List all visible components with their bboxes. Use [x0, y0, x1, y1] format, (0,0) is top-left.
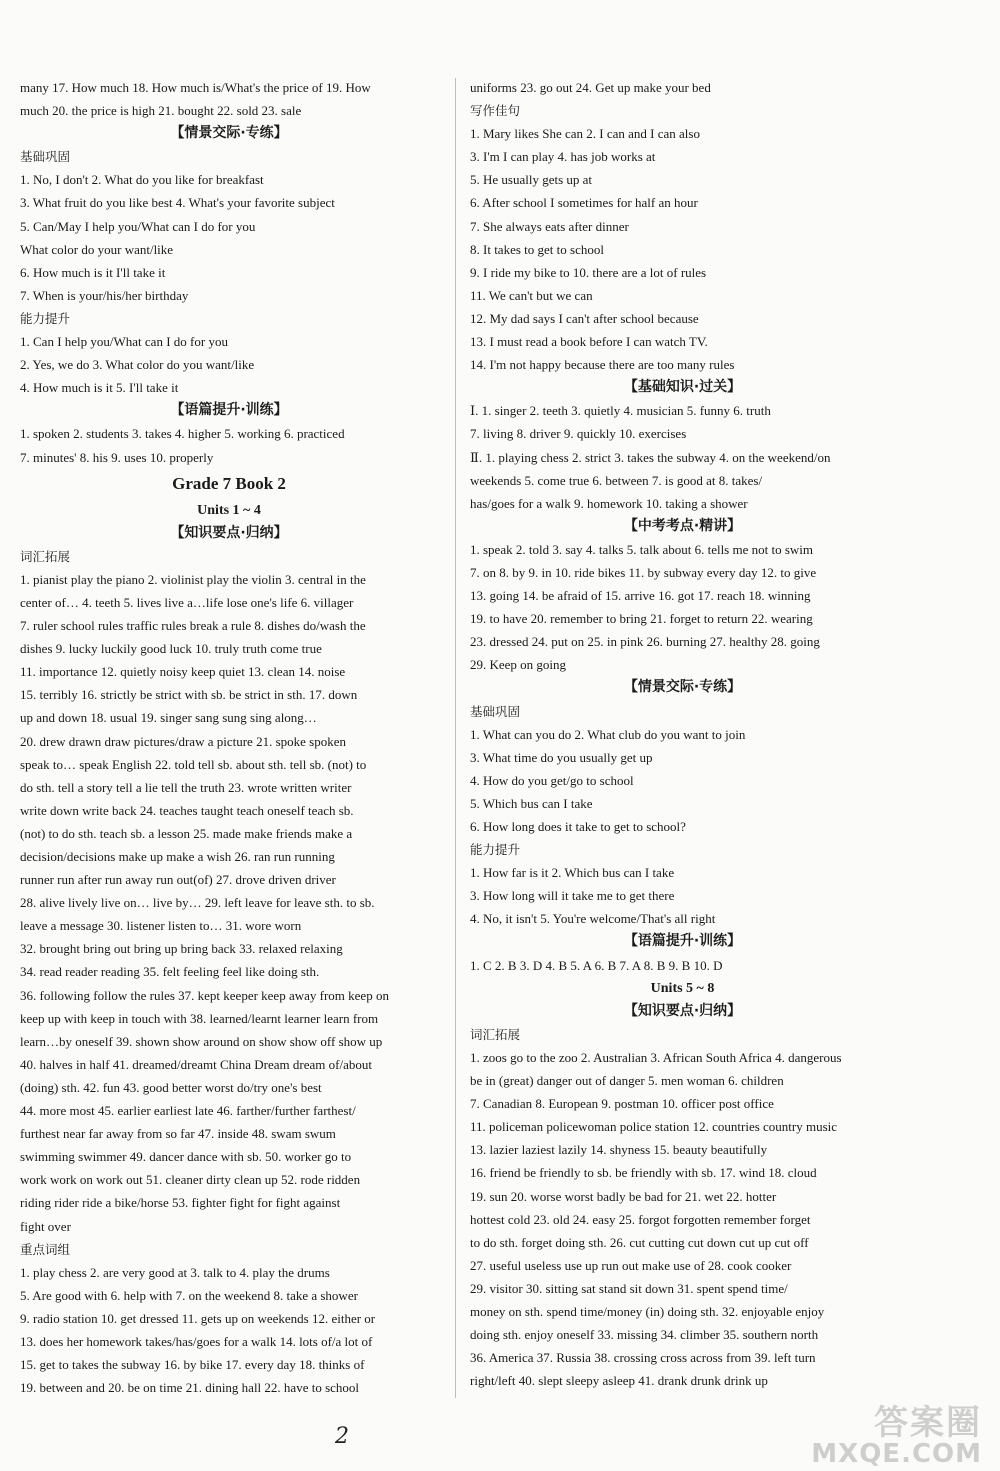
answer-line: 16. friend be friendly to sb. be friendly with sb. 17. wind 18. cloud [470, 1165, 817, 1181]
answer-line: furthest near far away from so far 47. inside 48. swam swum [20, 1126, 336, 1142]
answer-line: 1. What can you do 2. What club do you want to join [470, 726, 746, 742]
answer-line: 13. I must read a book before I can watch TV. [470, 334, 708, 350]
answer-line: 19. sun 20. worse worst badly be bad for 21. wet 22. hotter [470, 1188, 777, 1204]
watermark-logo [740, 1395, 990, 1469]
subsection-label: 词汇拓展 [20, 548, 71, 564]
answer-line: 3. How long will it take me to get there [470, 888, 675, 904]
answer-line: decision/decisions make up make a wish 26. ran run running [20, 849, 335, 864]
answer-line: 15. get to takes the subway 16. by bike 17. every day 18. thinks of [20, 1357, 365, 1373]
left-column [20, 76, 438, 1399]
watermark-chinese-text: 答案圈 [874, 1403, 982, 1443]
subsection-label: 基础巩固 [20, 149, 71, 165]
answer-line: many 17. How much 18. How much is/What's the price of 19. How [20, 80, 371, 95]
column-divider [455, 78, 456, 1398]
answer-line: (doing) sth. 42. fun 43. good better worst do/try one's best [20, 1079, 322, 1095]
answer-line: 1. play chess 2. are very good at 3. talk to 4. play the drums [20, 1264, 330, 1280]
answer-line: 3. What time do you usually get up [470, 749, 653, 765]
section-header: 【基础知识·过关】 [623, 379, 742, 396]
answer-line: 13. going 14. be afraid of 15. arrive 16. got 17. reach 18. winning [470, 588, 811, 604]
answer-line: dishes 9. lucky luckily good luck 10. truly truth come true [20, 641, 322, 657]
answer-line: 7. living 8. driver 9. quickly 10. exercises [470, 426, 687, 442]
answer-line: 5. He usually gets up at [470, 172, 593, 188]
answer-line: 23. dressed 24. put on 25. in pink 26. burning 27. healthy 28. going [470, 634, 820, 650]
answer-line: weekends 5. come true 6. between 7. is good at 8. takes/ [470, 472, 763, 488]
answer-line: 28. alive lively live on… live by… 29. left leave for leave sth. to sb. [20, 895, 375, 911]
section-header: 【知识要点·归纳】 [623, 1002, 742, 1019]
units-heading: Units 1 ~ 4 [197, 502, 261, 518]
answer-line: 27. useful useless use up run out make use of 28. cook cooker [470, 1257, 792, 1273]
answer-line: 44. more most 45. earlier earliest late 46. farther/further farthest/ [20, 1103, 356, 1119]
answer-line: do sth. tell a story tell a lie tell the truth 23. wrote written writer [20, 779, 352, 795]
answer-line: 1. pianist play the piano 2. violinist play the violin 3. central in the [20, 571, 366, 587]
answer-line: fight over [20, 1218, 71, 1234]
answer-line: 15. terribly 16. strictly be strict with sb. be strict in sth. 17. down [20, 687, 358, 703]
answer-line: hottest cold 23. old 24. easy 25. forgot forgotten remember forget [470, 1211, 811, 1227]
right-column [470, 76, 895, 1392]
answer-line: 1. spoken 2. students 3. takes 4. higher 5. working 6. practiced [20, 426, 345, 442]
subsection-label: 能力提升 [470, 842, 521, 858]
answer-line: 14. I'm not happy because there are too many rules [470, 357, 735, 373]
answer-line: 1. No, I don't 2. What do you like for breakfast [20, 172, 264, 188]
answer-line: 20. drew drawn draw pictures/draw a picture 21. spoke spoken [20, 733, 346, 749]
answer-line: What color do your want/like [20, 241, 174, 257]
section-header: 【中考考点·精讲】 [623, 517, 742, 534]
answer-line: 1. Can I help you/What can I do for you [20, 334, 228, 350]
answer-line: 36. America 37. Russia 38. crossing cross across from 39. left turn [470, 1350, 816, 1366]
answer-line: 7. When is your/his/her birthday [20, 287, 189, 303]
subsection-label: 词汇拓展 [470, 1026, 521, 1042]
section-header: 【知识要点·归纳】 [170, 524, 288, 541]
answer-line: 1. speak 2. told 3. say 4. talks 5. talk about 6. tells me not to swim [470, 541, 814, 557]
answer-line: Ⅱ. 1. playing chess 2. strict 3. takes the subway 4. on the weekend/on [470, 449, 831, 465]
answer-line: 5. Which bus can I take [470, 795, 593, 811]
answer-line: leave a message 30. listener listen to… 31. wore worn [20, 918, 302, 934]
section-header: 【语篇提升·训练】 [170, 402, 288, 419]
page-number-mark: 2 [335, 1424, 349, 1449]
answer-line: up and down 18. usual 19. singer sang sung sing along… [20, 710, 317, 726]
answer-line: 1. How far is it 2. Which bus can I take [470, 865, 675, 881]
answer-line: center of… 4. teeth 5. lives live a…life lose one's life 6. villager [20, 594, 354, 610]
answer-line: 11. policeman policewoman police station 12. countries country music [470, 1119, 838, 1135]
answer-line: learn…by oneself 39. shown show around on show show off show up [20, 1033, 383, 1049]
answer-line: be in (great) danger out of danger 5. men woman 6. children [470, 1073, 784, 1089]
answer-line: 40. halves in half 41. dreamed/dreamt China Dream dream of/about [20, 1056, 372, 1072]
answer-line: 1. zoos go to the zoo 2. Australian 3. African South Africa 4. dangerous [470, 1049, 842, 1065]
section-header: 【情景交际·专练】 [623, 679, 742, 696]
answer-line: 11. We can't but we can [470, 287, 593, 303]
answer-line: 19. to have 20. remember to bring 21. forget to return 22. wearing [470, 611, 813, 627]
answer-line: 5. Can/May I help you/What can I do for you [20, 218, 256, 234]
answer-line: 6. How much is it I'll take it [20, 264, 166, 280]
answer-line: 7. ruler school rules traffic rules break a rule 8. dishes do/wash the [20, 618, 366, 634]
subsection-label: 重点词组 [20, 1241, 71, 1257]
answer-line: 7. minutes' 8. his 9. uses 10. properly [20, 449, 214, 465]
answer-line: 9. radio station 10. get dressed 11. gets up on weekends 12. either or [20, 1310, 376, 1326]
answer-line: 34. read reader reading 35. felt feeling feel like doing sth. [20, 964, 320, 980]
answer-line: to do sth. forget doing sth. 26. cut cutting cut down cut up cut off [470, 1234, 809, 1250]
answer-line: 8. It takes to get to school [470, 241, 604, 257]
answer-line: 11. importance 12. quietly noisy keep quiet 13. clean 14. noise [20, 664, 346, 680]
answer-line: 7. Canadian 8. European 9. postman 10. officer post office [470, 1096, 774, 1112]
answer-line: 1. C 2. B 3. D 4. B 5. A 6. B 7. A 8. B 9. B 10. D [470, 957, 723, 973]
answer-line: 7. She always eats after dinner [470, 218, 629, 234]
answer-line: 29. visitor 30. sitting sat stand sit down 31. spent spend time/ [470, 1280, 788, 1296]
answer-line: 1. Mary likes She can 2. I can and I can also [470, 126, 700, 142]
answer-line: 2. Yes, we do 3. What color do you want/like [20, 357, 255, 373]
answer-line: 7. on 8. by 9. in 10. ride bikes 11. by subway every day 12. to give [470, 564, 817, 580]
subsection-label: 能力提升 [20, 310, 71, 326]
answer-line: work work on work out 51. cleaner dirty clean up 52. rode ridden [20, 1172, 361, 1188]
answer-line: 3. I'm I can play 4. has job works at [470, 149, 656, 165]
answer-line: speak to… speak English 22. told tell sb. about sth. tell sb. (not) to [20, 756, 367, 772]
answer-line: write down write back 24. teaches taught teach oneself teach sb. [20, 802, 354, 818]
answer-line: 4. No, it isn't 5. You're welcome/That's all right [470, 911, 716, 927]
answer-line: doing sth. enjoy oneself 33. missing 34. climber 35. southern north [470, 1327, 819, 1343]
watermark-site-text: MXQE.COM [811, 1439, 982, 1469]
answer-line: 29. Keep on going [470, 657, 567, 673]
grade-title: Grade 7 Book 2 [172, 473, 286, 493]
answer-line: 4. How much is it 5. I'll take it [20, 380, 179, 396]
answer-line: swimming swimmer 49. dancer dance with sb. 50. worker go to [20, 1149, 352, 1165]
units-heading: Units 5 ~ 8 [650, 980, 715, 996]
answer-line: 19. between and 20. be on time 21. dining hall 22. have to school [20, 1380, 360, 1396]
subsection-label: 写作佳句 [470, 103, 521, 119]
answer-line: (not) to do sth. teach sb. a lesson 25. made make friends make a [20, 825, 353, 841]
answer-line: right/left 40. slept sleepy asleep 41. drank drunk drink up [470, 1373, 768, 1389]
answer-line: runner run after run away run out(of) 27. drove driven driver [20, 872, 336, 888]
answer-line: 3. What fruit do you like best 4. What's your favorite subject [20, 195, 335, 211]
subsection-label: 基础巩固 [470, 703, 521, 719]
answer-line: 6. After school I sometimes for half an hour [470, 195, 698, 211]
answer-line: 9. I ride my bike to 10. there are a lot of rules [470, 264, 707, 280]
answer-line: much 20. the price is high 21. bought 22. sold 23. sale [20, 103, 302, 119]
answer-line: uniforms 23. go out 24. Get up make your bed [470, 80, 711, 95]
answer-line: 13. does her homework takes/has/goes for a walk 14. lots of/a lot of [20, 1333, 373, 1349]
answer-line: 4. How do you get/go to school [470, 772, 634, 788]
answer-line: 32. brought bring out bring up bring back 33. relaxed relaxing [20, 941, 343, 957]
section-header: 【语篇提升·训练】 [623, 933, 742, 950]
answer-line: money on sth. spend time/money (in) doing sth. 32. enjoyable enjoy [470, 1303, 825, 1319]
answer-line: 12. My dad says I can't after school because [470, 310, 699, 326]
answer-line: has/goes for a walk 9. homework 10. taking a shower [470, 495, 748, 511]
answer-line: Ⅰ. 1. singer 2. teeth 3. quietly 4. musician 5. funny 6. truth [470, 403, 771, 419]
answer-line: 6. How long does it take to get to school? [470, 819, 686, 834]
answer-line: riding rider ride a bike/horse 53. fighter fight for fight against [20, 1195, 341, 1211]
section-header: 【情景交际·专练】 [170, 125, 288, 142]
answer-line: 13. lazier laziest lazily 14. shyness 15. beauty beautifully [470, 1142, 768, 1158]
answer-line: 5. Are good with 6. help with 7. on the weekend 8. take a shower [20, 1287, 358, 1303]
answer-line: keep up with keep in touch with 38. learned/learnt learner learn from [20, 1010, 379, 1026]
answer-line: 36. following follow the rules 37. kept keeper keep away from keep on [20, 987, 389, 1003]
